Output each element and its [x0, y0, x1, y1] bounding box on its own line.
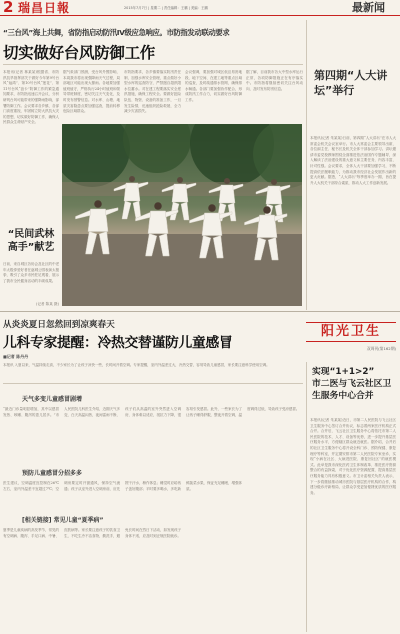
- story1-col2: 据气象部门预测，受台风外围影响，本周我市将出现强降雨天气过程，局部地区可能出现大暴雨。各地要加强值班值守，严格执行24小时值班和领导带班制度，密切关注天气变化，及时发布预警信息。对水库、山塘、地质灾害隐患点要加强巡查，提前转移危险区域群众。: [63, 70, 120, 114]
- story3-headline: 儿科专家提醒：冷热交替谨防儿童感冒: [3, 335, 233, 351]
- story3-sub1: 天气多变儿童感冒剧增: [22, 396, 83, 403]
- story4-body: 本报讯(记者 朱某某)近日，市第二人民医院与飞云社区卫生服务中心签订合并协议，标志着两家医疗机构正式合并。合并后，飞云社区卫生服务中心将依托市第二人民医院的技术、人才、设备等优势，进一步提升基层医疗服务水平，方便辖区群众就近就医。据介绍，合并后的社区卫生服务中心将开设全科门诊、预防保健、康复理疗等科室，并定期安排市第二人民医院专家坐诊，实现“小病在社区、大病进医院、康复回社区”的就医模式。此举是我市深化医药卫生体制改革、推进医疗资源整合的有益探索，对于优化医疗资源配置、提高基层医疗服务能力具有积极意义。市卫计委相关负责人表示，下一步将继续推动城市医院与基层医疗机构的合作，构建分级诊疗新格局，让群众享受更加便捷优质的医疗服务。: [310, 418, 396, 495]
- section-name: 最新闻: [352, 1, 385, 14]
- photo-caption-credit: (记者 陈某 摄): [35, 302, 59, 306]
- story1-kicker: “三台风”海上共舞，省防指启动防汛Ⅳ级应急响应。市防指发动联动要求: [3, 28, 230, 37]
- story3-lead: 本报讯 入夏以来，气温持续走高，不少家长为了让孩子凉快一些，长时间开着空调。专家提醒，室内外温差过大，冷热交替，容易导致儿童感冒，家长要注意科学使用空调。: [3, 363, 270, 367]
- column-banner-sub: 双周刊(第162期): [366, 346, 396, 351]
- column-banner: [306, 322, 396, 360]
- story3-sub2-body: 医生建议，空调温度宜控制在26℃左右，室内外温差不宜超过7℃；空调房要定时开窗通风，保持空气流通；孩子从室外进入空调房前，应先擦干汗水，稍作休息；睡觉时应给孩子盖好腹部；平时要多喝水，多吃新鲜蔬菜水果，保证充足睡眠，增强体质。: [3, 481, 242, 491]
- story2-body: 本报讯(记者 朱某某)日前，第四期“人大讲坛”在市人大常委会机关会议室举行。市人大常委会主要领导出席，各位副主任、秘书长及机关全体干部参加学习。讲坛邀请市委党校教师围绕全面推进依法治国作专题辅导，深入解读了法治建设的重大意义和主要任务，内容丰富，针对性强。会议要求，全体人大干部要加强学习，不断提高依法履职能力，为推动我市经济社会发展作出新的更大贡献。据悉，“人大讲坛”每季度举办一期，旨在提升人大机关干部综合素质，推动人大工作创新发展。: [310, 136, 396, 185]
- story1-col3: 市防指要求，各乡镇要落实防汛责任制，加强水库安全管理，重点做好小型水库的巡查防守，严禁擅自超汛限水位蓄水。对在建工程要落实安全度汛措施，确保工程安全。要做好抢险队伍、物资、设备的准备工作，一旦发生险情，迅速组织抢险救援，全力减少灾害损失。: [124, 70, 181, 114]
- story3-sub3-body: 夏季是儿童疾病的高发季节，常见的有空调病、腹泻、手足口病、中暑、皮肤病等。家长要注意孩子的饮食卫生，不吃生冷不洁食物，勤洗手，避免长时间在烈日下活动，如发现孩子身体不适，应及时到正规医院就诊。: [3, 528, 181, 538]
- story3-sub1-body: “最近门诊量明显增加，其中以感冒发热、咳嗽、腹泻的患儿居多。”市人民医院儿科医生介绍，近期天气多变，白天高温闷热，夜间雷雨不断，孩子们从高温的室外突然进入空调房，身体难以适应，抵抗力下降，很容易引发感冒。此外，一些家长为了让孩子睡得舒服，整夜开着空调，温度调得过低，导致孩子受凉感冒。: [3, 407, 300, 417]
- story1-col4: 会议强调，要加强对城区低洼易涝地段、地下空间、在建工地等重点区域的巡查，及时疏通排水管网，确保排水畅通。各部门要加强协作配合，形成防汛工作合力，切实做好台风防御工作。: [185, 70, 242, 102]
- story1-headline: 切实做好台风防御工作: [3, 44, 156, 62]
- story4-headline: 实现“1+1>2” 市二医与飞云社区卫生服务中心合并: [312, 367, 392, 401]
- story3-sub3: [相关链接] 常见儿童“夏季病”: [22, 517, 104, 524]
- masthead: [0, 0, 400, 16]
- page-number: 2: [3, 0, 14, 16]
- paper-name: 瑞昌日報: [18, 1, 71, 15]
- photo-caption-title: “民间武林高手”献艺: [7, 229, 55, 253]
- photo-caption: [3, 228, 59, 306]
- story1-col1: 本报讯(记者 林某某)根据省、市防汛抗旱指挥部关于做好今年第9号台风“灿鸿”、第10号台风“莲花”、第11号台风“浪卡”防御工作的紧急通知要求，市防指迅速召开会议，分析研判台风可能带来的强降雨影响，部署防御工作。会议要求各乡镇、各部门高度重视，牢固树立防大汛抗大灾的思想，切实做好防御工作，确保人民群众生命财产安全。: [3, 70, 59, 125]
- story3-sub2: 预防儿童感冒分招多多: [22, 470, 83, 477]
- column-banner-title: 阳光卫生: [306, 322, 396, 342]
- story3-source: ■记者 陈丹丹: [3, 354, 29, 359]
- story1-col5: 据了解，目前我市各大中型水库运行正常，各项防御措施正在有序落实中。市防指将继续密切关注台风动向，及时发布防汛信息。: [246, 70, 303, 91]
- story2-headline: 第四期“人大讲坛”举行: [314, 69, 388, 97]
- tai-chi-photo: [62, 124, 302, 306]
- story3-kicker: 从炎炎夏日忽然回到凉爽春天: [3, 320, 115, 330]
- date-line: 2015年7月7日 | 星期二 | 责任编辑：王鹏 | 美编：王鹏: [124, 6, 208, 10]
- photo-caption-body: 日前，来自城区各协会及社区的中老年太极拳爱好者在湓城公园表演太极拳，吸引了众多市民驻足观看，展示了我市全民健身活动的丰硕成果。: [3, 262, 59, 283]
